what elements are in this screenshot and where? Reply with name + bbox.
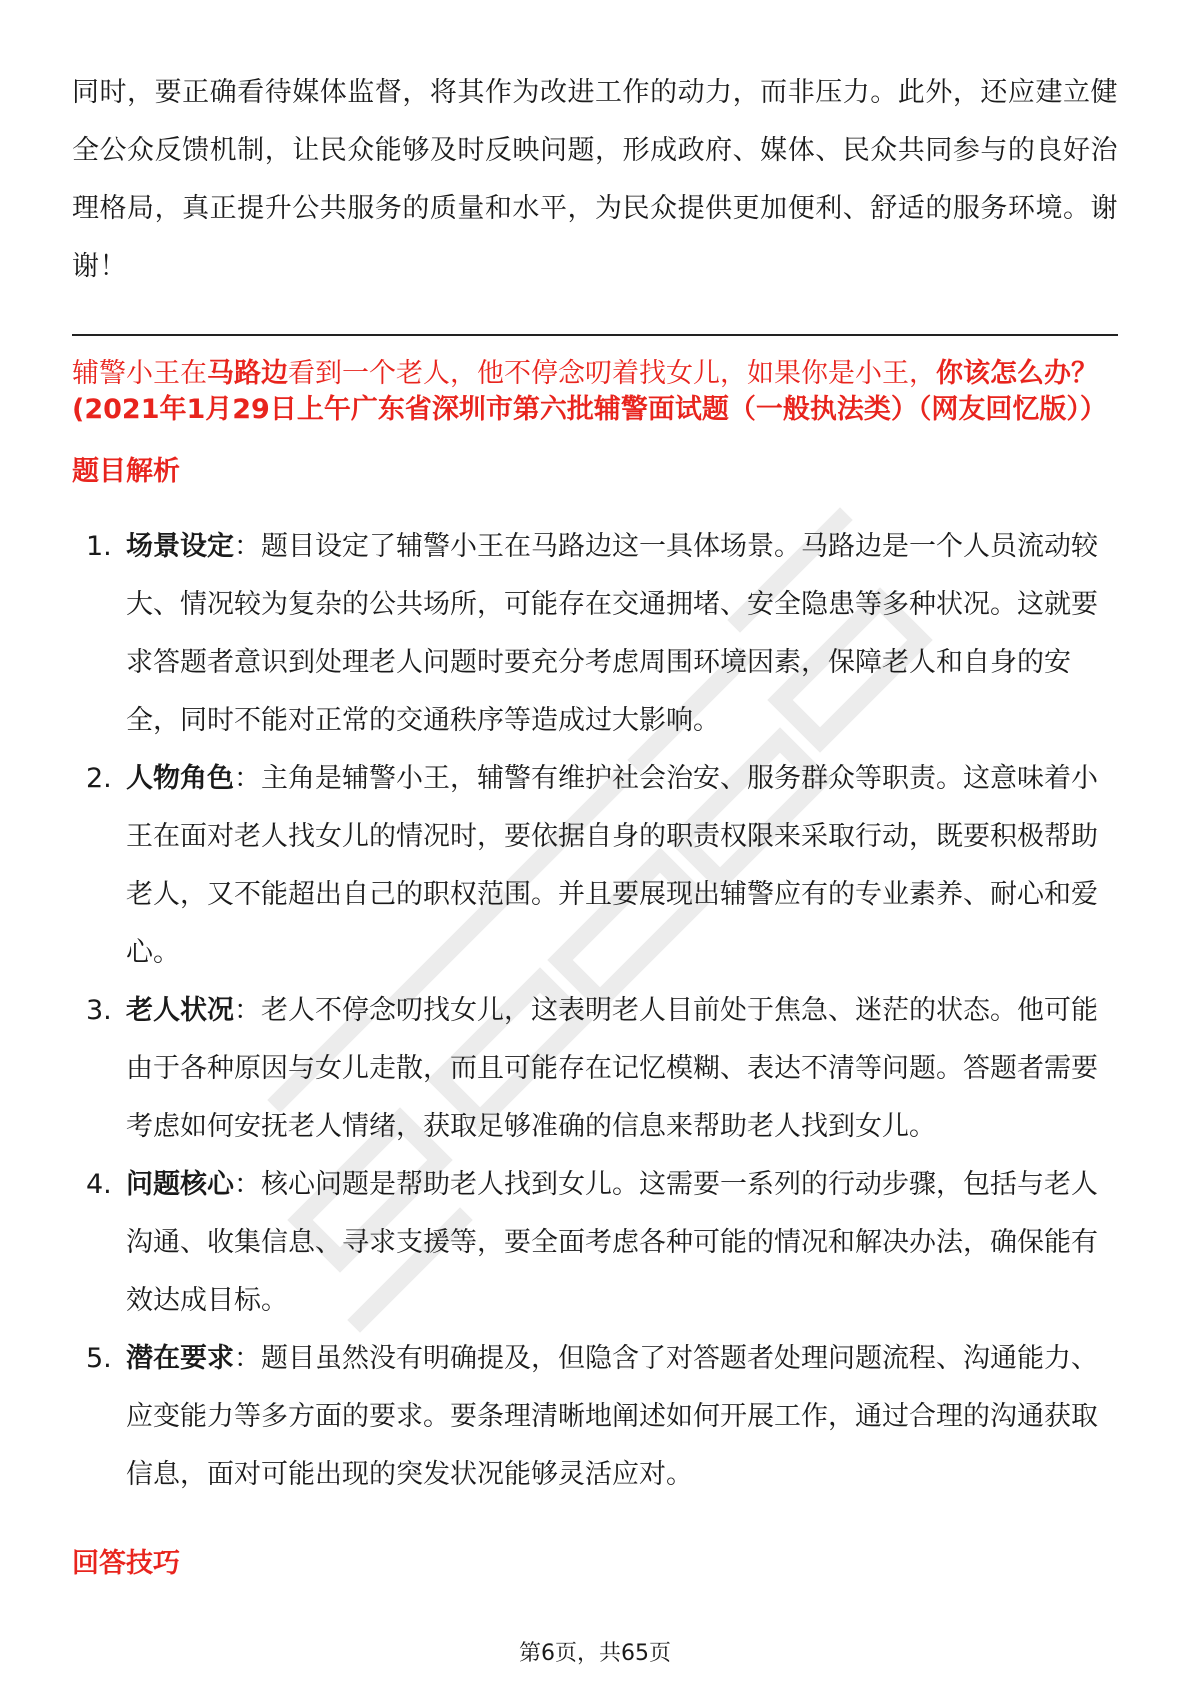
analysis-item xyxy=(72,982,1118,1156)
item-text: ：主角是辅警小王，辅警有维护社会治安、服务群众等职责。这意味着小王在面对老人找女儿的情况时，要依据自身的职责权限来采取行动，既要积极帮助老人，又不能超出自己的职权范围。并且要展现出辅警应有的专业素养、耐心和爱心。 xyxy=(126,763,1098,968)
item-number: 4. xyxy=(86,1169,112,1200)
page-content xyxy=(72,64,1118,1610)
item-term: 老人状况 xyxy=(126,995,234,1026)
question-part-2: 小王在 xyxy=(126,358,207,389)
question-part-5: 小王， xyxy=(855,358,936,389)
intro-paragraph: 同时，要正确看待媒体监督，将其作为改进工作的动力，而非压力。此外，还应建立健全公众反馈机制，让民众能够及时反映问题，形成政府、媒体、民众共同参与的良好治理格局，真正提升公共服务的质量和水平，为民众提供更加便利、舒适的服务环境。谢谢！ xyxy=(72,77,1118,282)
analysis-item xyxy=(72,1156,1118,1330)
question-part-1: 辅警 xyxy=(72,358,126,389)
question-part-6: 你该怎么办？(2021年1月29日上午广东省深圳市第六批辅警面试题（一般执法类）（网友回忆版）） xyxy=(72,358,1107,425)
analysis-item xyxy=(72,1330,1118,1504)
analysis-title: 题目解析 xyxy=(72,456,180,487)
item-number: 1. xyxy=(86,531,112,562)
analysis-item xyxy=(72,518,1118,750)
page-footer: 第6页，共65页 xyxy=(519,1641,671,1666)
item-term: 场景设定 xyxy=(126,531,234,562)
item-term: 人物角色 xyxy=(126,763,234,794)
analysis-item xyxy=(72,750,1118,982)
item-number: 2. xyxy=(86,763,112,794)
item-text: ：题目设定了辅警小王在马路边这一具体场景。马路边是一个人员流动较大、情况较为复杂的公共场所，可能存在交通拥堵、安全隐患等多种状况。这就要求答题者意识到处理老人问题时要充分考虑周围环境因素，保障老人和自身的安全，同时不能对正常的交通秩序等造成过大影响。 xyxy=(126,531,1098,736)
item-number: 3. xyxy=(86,995,112,1026)
item-term: 潜在要求 xyxy=(126,1343,234,1374)
analysis-list xyxy=(72,518,1118,1504)
item-term: 问题核心 xyxy=(126,1169,234,1200)
question-part-4: 看到一个老人，他不停念叨着找女儿，如果你是 xyxy=(288,358,855,389)
item-text: ：老人不停念叨找女儿，这表明老人目前处于焦急、迷茫的状态。他可能由于各种原因与女儿走散，而且可能存在记忆模糊、表达不清等问题。答题者需要考虑如何安抚老人情绪，获取足够准确的信息来帮助老人找到女儿。 xyxy=(126,995,1098,1142)
section-divider xyxy=(72,334,1118,336)
item-text: ：核心问题是帮助老人找到女儿。这需要一系列的行动步骤，包括与老人沟通、收集信息、寻求支援等，要全面考虑各种可能的情况和解决办法，确保能有效达成目标。 xyxy=(126,1169,1098,1316)
item-number: 5. xyxy=(86,1343,112,1374)
question-part-3: 马路边 xyxy=(207,358,288,389)
item-text: ：题目虽然没有明确提及，但隐含了对答题者处理问题流程、沟通能力、应变能力等多方面的要求。要条理清晰地阐述如何开展工作，通过合理的沟通获取信息，面对可能出现的突发状况能够灵活应对。 xyxy=(126,1343,1098,1490)
question-heading xyxy=(72,356,1118,428)
tips-title: 回答技巧 xyxy=(72,1548,180,1579)
